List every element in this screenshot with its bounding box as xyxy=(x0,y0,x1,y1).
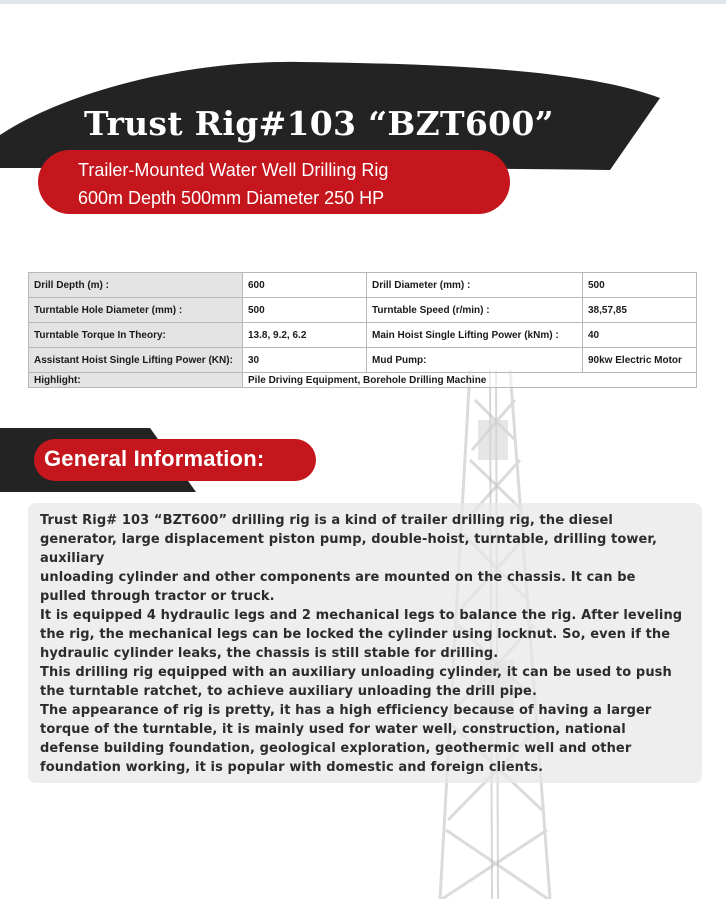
info-line: the turntable ratchet, to achieve auxiliary unloading the drill pipe. xyxy=(40,684,538,699)
spec-label: Main Hoist Single Lifting Power (kNm) : xyxy=(367,323,583,348)
spec-value: 500 xyxy=(243,298,367,323)
section-heading: General Information: xyxy=(44,446,265,471)
highlight-value: Pile Driving Equipment, Borehole Drilling Machine xyxy=(243,373,697,388)
spec-value: 500 xyxy=(583,273,697,298)
highlight-label: Highlight: xyxy=(29,373,243,388)
spec-value: 38,57,85 xyxy=(583,298,697,323)
info-line: The appearance of rig is pretty, it has a high efficiency because of having a larger xyxy=(40,703,652,718)
spec-table xyxy=(28,272,697,388)
info-line: defense building foundation, geological exploration, geothermic well and other xyxy=(40,741,632,756)
spec-value: 13.8, 9.2, 6.2 xyxy=(243,323,367,348)
spec-row xyxy=(29,348,697,373)
spec-row xyxy=(29,298,697,323)
info-line: torque of the turntable, it is mainly used for water well, construction, national xyxy=(40,722,626,737)
highlight-row xyxy=(29,373,697,388)
spec-label: Drill Diameter (mm) : xyxy=(367,273,583,298)
page-title: Trust Rig#103 “BZT600” xyxy=(84,104,554,143)
info-line: foundation working, it is popular with domestic and foreign clients. xyxy=(40,760,544,775)
info-line: auxiliary xyxy=(40,551,105,566)
spec-value: 600 xyxy=(243,273,367,298)
info-line: Trust Rig# 103 “BZT600” drilling rig is a kind of trailer drilling rig, the diesel xyxy=(40,513,613,528)
spec-label: Turntable Speed (r/min) : xyxy=(367,298,583,323)
info-line: the rig, the mechanical legs can be locked the cylinder using locknut. So, even if the xyxy=(40,627,671,642)
info-line: unloading cylinder and other components are mounted on the chassis. It can be xyxy=(40,570,636,585)
info-line: hydraulic cylinder leaks, the chassis is still stable for drilling. xyxy=(40,646,499,661)
spec-label: Drill Depth (m) : xyxy=(29,273,243,298)
info-line: This drilling rig equipped with an auxiliary unloading cylinder, it can be used to push xyxy=(40,665,672,680)
info-line: It is equipped 4 hydraulic legs and 2 mechanical legs to balance the rig. After leveling xyxy=(40,608,683,623)
info-line: pulled through tractor or truck. xyxy=(40,589,275,604)
subtitle-line-1: Trailer-Mounted Water Well Drilling Rig xyxy=(78,160,389,180)
spec-value: 90kw Electric Motor xyxy=(583,348,697,373)
spec-value: 30 xyxy=(243,348,367,373)
spec-label: Turntable Hole Diameter (mm) : xyxy=(29,298,243,323)
spec-row xyxy=(29,273,697,298)
spec-row xyxy=(29,323,697,348)
spec-label: Assistant Hoist Single Lifting Power (KN): xyxy=(29,348,243,373)
subtitle-line-2: 600m Depth 500mm Diameter 250 HP xyxy=(78,188,385,208)
spec-label: Turntable Torque In Theory: xyxy=(29,323,243,348)
info-line: generator, large displacement piston pump, double-hoist, turntable, drilling tower, xyxy=(40,532,658,547)
spec-value: 40 xyxy=(583,323,697,348)
spec-label: Mud Pump: xyxy=(367,348,583,373)
